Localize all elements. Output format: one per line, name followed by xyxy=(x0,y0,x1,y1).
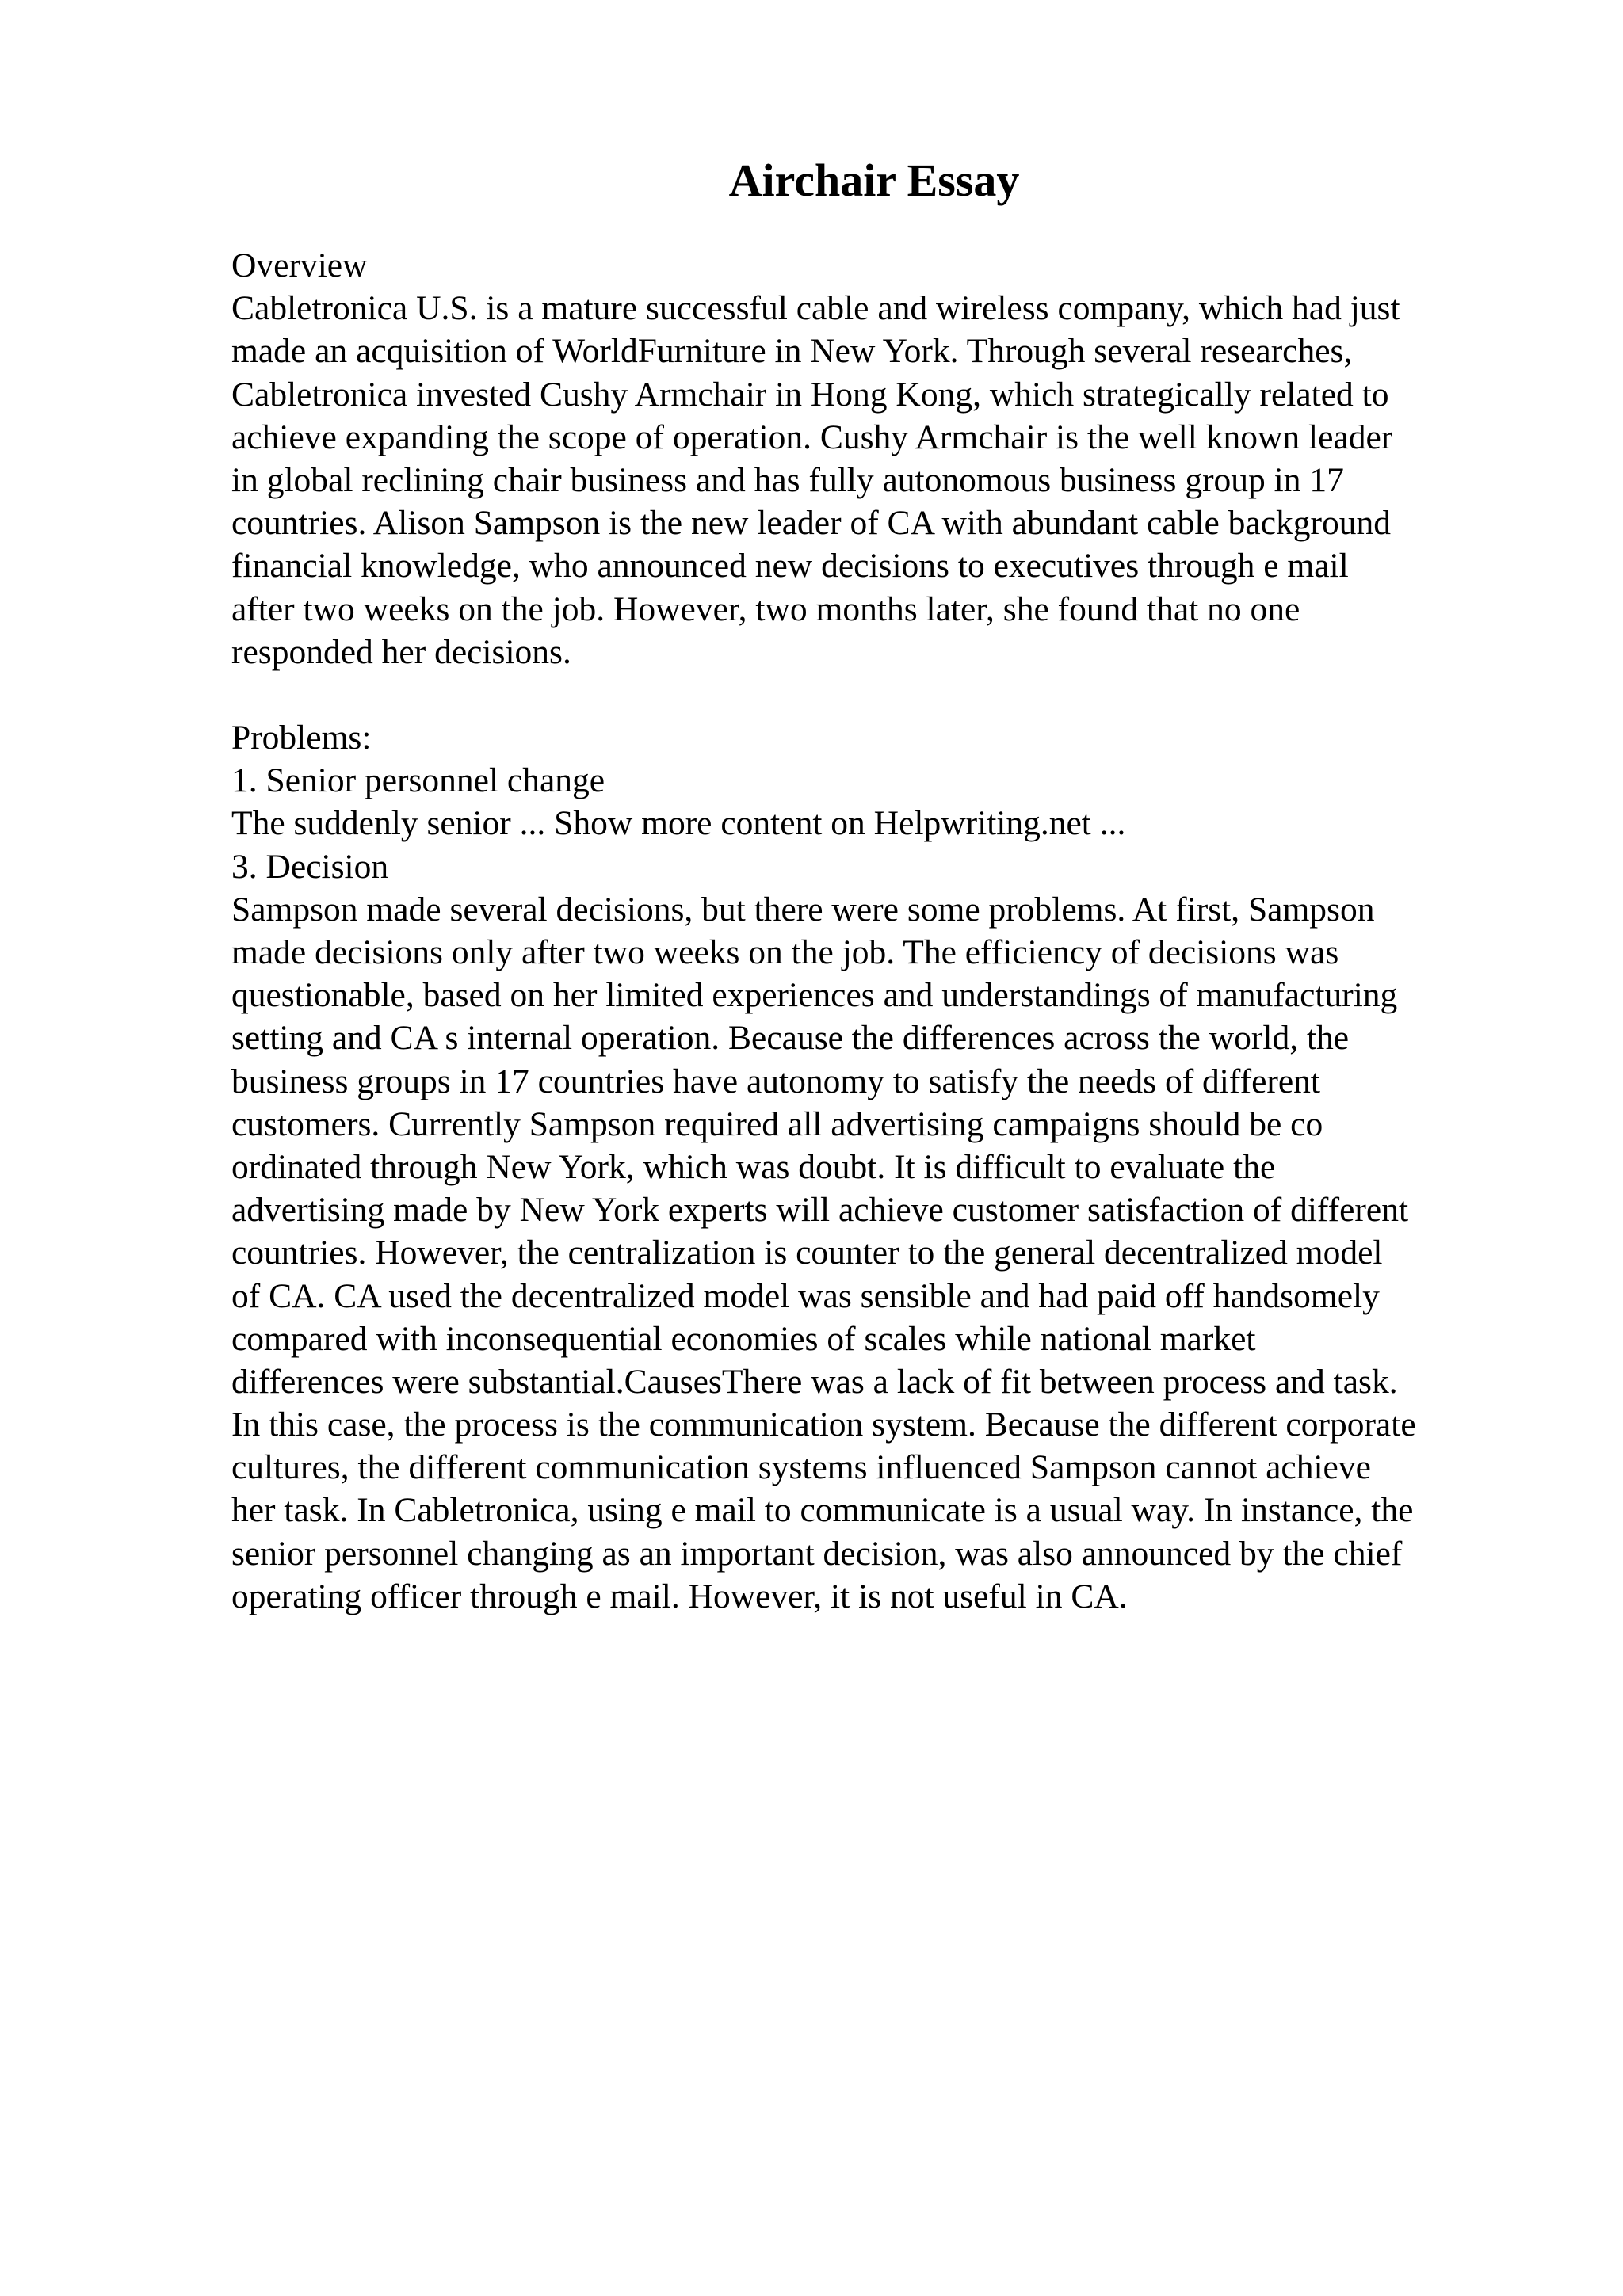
paragraph-line: advertising made by New York experts will achieve customer satisfaction of different xyxy=(231,1191,1409,1230)
paragraph-line: setting and CA s internal operation. Because the differences across the world, the xyxy=(231,1019,1350,1058)
overview-paragraph xyxy=(231,287,1531,673)
paragraph-line: Cabletronica invested Cushy Armchair in Hong Kong, which strategically related to xyxy=(231,375,1389,414)
paragraph-line: operating officer through e mail. However, it is not useful in CA. xyxy=(231,1577,1128,1615)
paragraph-line: financial knowledge, who announced new decisions to executives through e mail xyxy=(231,547,1349,585)
paragraph-line: compared with inconsequential economies of scales while national market xyxy=(231,1319,1256,1358)
paragraph-line: her task. In Cabletronica, using e mail to communicate is a usual way. In instance, the xyxy=(231,1491,1414,1530)
paragraph-line: achieve expanding the scope of operation. Cushy Armchair is the well known leader xyxy=(231,418,1393,456)
paragraph-line: countries. However, the centralization is counter to the general decentralized model xyxy=(231,1234,1383,1272)
paragraph-line: Cabletronica U.S. is a mature successful cable and wireless company, which had just xyxy=(231,289,1400,328)
problem-item-3: 3. Decision xyxy=(231,847,389,886)
paragraph-line: after two weeks on the job. However, two months later, she found that no one xyxy=(231,589,1300,628)
paragraph-line: responded her decisions. xyxy=(231,632,571,671)
problem-item-1: 1. Senior personnel change xyxy=(231,761,605,800)
paragraph-line: business groups in 17 countries have autonomy to satisfy the needs of different xyxy=(231,1062,1321,1100)
section-heading-overview: Overview xyxy=(231,246,368,284)
paragraph-line: In this case, the process is the communication system. Because the different corporate xyxy=(231,1405,1416,1444)
paragraph-line: cultures, the different communication systems influenced Sampson cannot achieve xyxy=(231,1448,1371,1487)
paragraph-line: questionable, based on her limited experiences and understandings of manufacturing xyxy=(231,976,1398,1015)
document-title: Airchair Essay xyxy=(728,154,1020,206)
paragraph-line: ordinated through New York, which was doubt. It is difficult to evaluate the xyxy=(231,1147,1276,1186)
paragraph-line: differences were substantial.CausesThere was a lack of fit between process and task. xyxy=(231,1362,1398,1401)
paragraph-spacer xyxy=(231,673,1531,716)
paragraph-line: in global reclining chair business and has fully autonomous business group in 17 xyxy=(231,460,1344,499)
decision-paragraph xyxy=(231,888,1531,1618)
paragraph-line: customers. Currently Sampson required all advertising campaigns should be co xyxy=(231,1104,1323,1143)
paragraph-line: countries. Alison Sampson is the new leader of CA with abundant cable background xyxy=(231,504,1391,543)
paragraph-line: Sampson made several decisions, but there were some problems. At first, Sampson xyxy=(231,890,1375,929)
truncated-content-notice: The suddenly senior ... Show more content on Helpwriting.net ... xyxy=(231,804,1126,843)
paragraph-line: made an acquisition of WorldFurniture in New York. Through several researches, xyxy=(231,332,1353,371)
section-heading-problems: Problems: xyxy=(231,719,372,757)
paragraph-line: senior personnel changing as an important decision, was also announced by the chief xyxy=(231,1534,1403,1573)
document-body xyxy=(231,244,1531,1618)
paragraph-line: made decisions only after two weeks on the job. The efficiency of decisions was xyxy=(231,933,1339,971)
paragraph-line: of CA. CA used the decentralized model was sensible and had paid off handsomely xyxy=(231,1276,1380,1315)
